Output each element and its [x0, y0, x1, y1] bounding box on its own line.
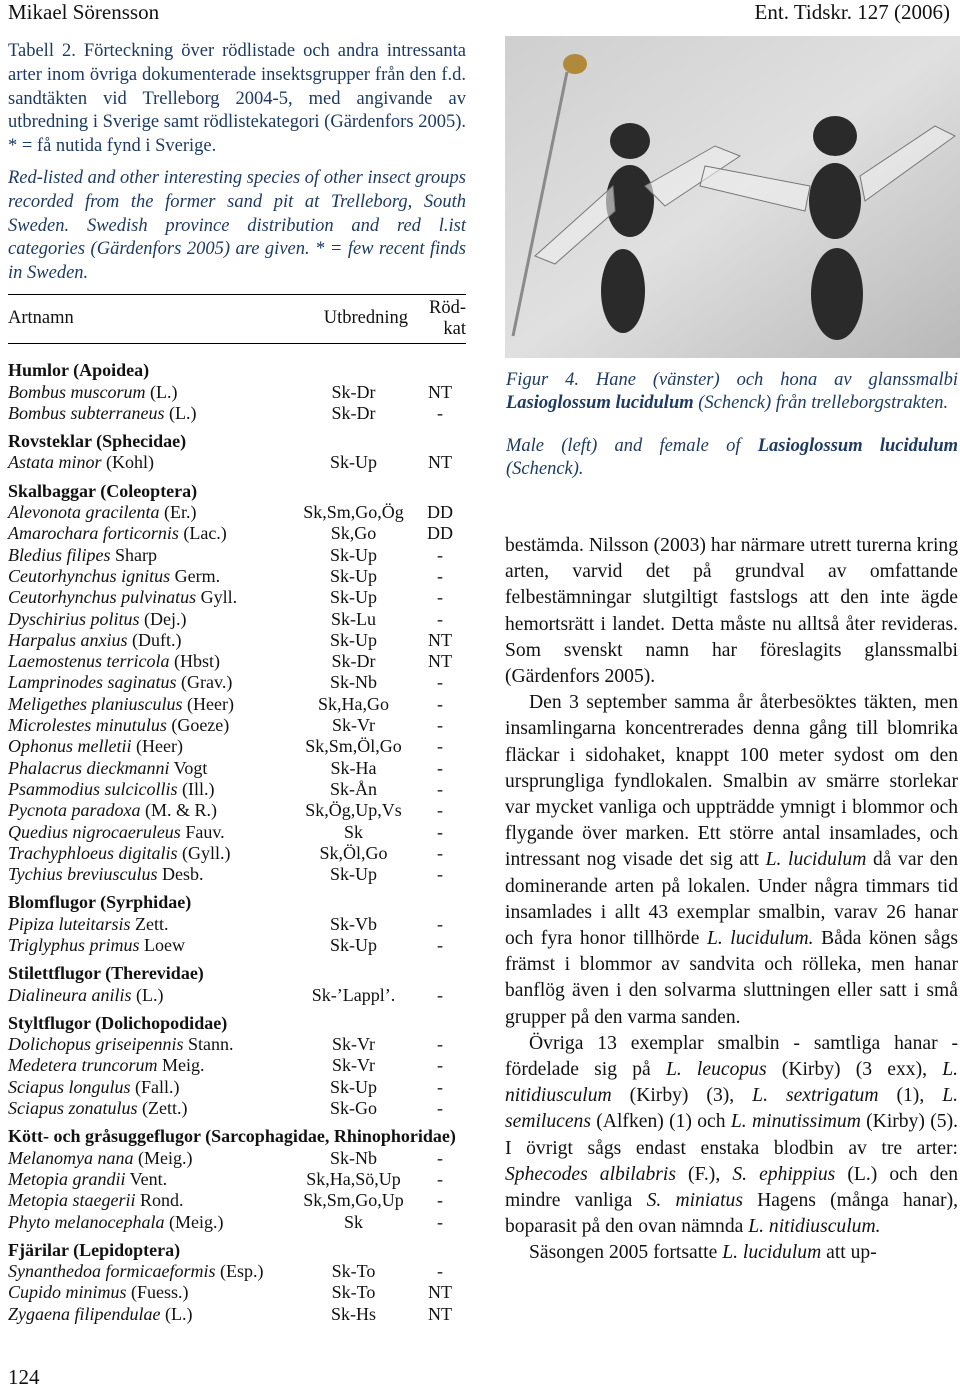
table-row — [8, 1282, 466, 1303]
group-row — [8, 431, 466, 452]
table-row — [8, 651, 466, 672]
species-name-cell — [8, 984, 273, 1005]
distribution-cell: Sk,Öl,Go — [319, 842, 388, 863]
table-row — [8, 1055, 466, 1076]
scientific-name: Lamprinodes saginatus — [8, 672, 177, 693]
distribution-cell: Sk-Nb — [329, 1147, 377, 1168]
scientific-name: Psammodius sulcicollis — [8, 778, 178, 799]
scientific-name: Sciapus zonatulus — [8, 1098, 138, 1119]
author-citation: Fauv. — [180, 821, 225, 842]
distribution-cell: Sk,Go — [330, 523, 377, 544]
table-row — [8, 587, 466, 608]
text-run: att up- — [821, 1242, 877, 1264]
species-name-cell — [8, 1055, 273, 1076]
group-row — [8, 1240, 466, 1261]
bold-run: Lasioglossum lucidulum — [757, 436, 958, 456]
species-name-cell — [8, 715, 273, 736]
scientific-name: Synanthedoa formicaeformis — [8, 1261, 216, 1282]
italic-run: L. nitidiusculum. — [748, 1216, 881, 1238]
redlist-cell: - — [437, 1076, 443, 1097]
italic-run: L. lucidulum. — [706, 928, 814, 950]
scientific-name: Cupido minimus — [8, 1282, 127, 1303]
author-citation: (Grav.) — [176, 672, 233, 693]
group-heading: Skalbaggar (Coleoptera) — [8, 480, 198, 501]
distribution-cell: Sk,Sm,Öl,Go — [305, 736, 402, 757]
scientific-name: Zygaena filipendulae — [8, 1303, 161, 1324]
bold-run: Lasioglossum lucidulum — [506, 393, 694, 413]
group-row — [8, 963, 466, 984]
species-name-cell — [8, 651, 273, 672]
running-header-author: Mikael Sörensson — [8, 0, 160, 24]
spacer-row — [8, 956, 466, 963]
author-citation: (Heer) — [182, 693, 234, 714]
redlist-cell: - — [437, 715, 443, 736]
group-heading: Stilettflugor (Therevidae) — [8, 963, 204, 984]
scientific-name: Bledius filipes — [8, 544, 111, 565]
author-citation: Loew — [139, 934, 186, 955]
redlist-cell: NT — [428, 1282, 452, 1303]
table-caption-swedish: Tabell 2. Förteckning över rödlistade och andra intressanta arter inom övriga dokumenterade insektsgrupper från den f.d. sandtäkten vid Trelleborg 2004-5, med angivande av utbredning i Sverige samt rödlistekategori (Gärdenfors 2005). * = få nutida fynd i Sverige. — [8, 41, 466, 157]
italic-run: L. lucidulum — [722, 1242, 822, 1264]
table-row — [8, 1034, 466, 1055]
redlist-cell: - — [437, 672, 443, 693]
group-heading: Humlor (Apoidea) — [8, 360, 150, 381]
distribution-cell: Sk — [343, 1211, 363, 1232]
redlist-cell: - — [437, 1261, 443, 1282]
group-heading: Rovsteklar (Sphecidae) — [8, 431, 187, 452]
author-citation: (Heer) — [131, 736, 183, 757]
scientific-name: Ophonus melletii — [8, 736, 132, 757]
text-run: (Kirby) (3), — [611, 1085, 753, 1107]
group-heading: Fjärilar (Lepidoptera) — [8, 1239, 181, 1260]
species-name-cell — [8, 693, 273, 714]
text-run: (Alfken) (1) och — [590, 1111, 731, 1133]
italic-run: L. leucopus — [665, 1059, 767, 1081]
distribution-cell: Sk-Up — [329, 934, 377, 955]
distribution-cell: Sk,Ög,Up,Vs — [305, 800, 402, 821]
scientific-name: Microlestes minutulus — [8, 715, 167, 736]
spacer-row — [8, 1119, 466, 1126]
header-redlist: Röd-kat — [414, 294, 466, 343]
table-row — [8, 1169, 466, 1190]
italic-run: L. semilucens — [505, 1085, 959, 1133]
italic-run: Sphecodes albilabris — [505, 1163, 676, 1185]
table-row — [8, 693, 466, 714]
redlist-cell: - — [437, 736, 443, 757]
species-table — [8, 294, 466, 1325]
species-name-cell — [8, 1282, 273, 1303]
text-run: (Schenck). — [506, 459, 584, 479]
table-row — [8, 757, 466, 778]
redlist-cell: - — [437, 693, 443, 714]
distribution-cell: Sk,Sm,Go,Ög — [303, 502, 404, 523]
scientific-name: Laemostenus terricola — [8, 651, 170, 672]
distribution-cell: Sk-Lu — [331, 608, 376, 629]
redlist-cell: - — [437, 1211, 443, 1232]
species-name-cell — [8, 1303, 273, 1324]
body-paragraph — [505, 533, 958, 690]
table-row — [8, 715, 466, 736]
author-citation: (Esp.) — [215, 1261, 264, 1282]
distribution-cell: Sk-Hs — [330, 1303, 376, 1324]
table-row — [8, 672, 466, 693]
scientific-name: Medetera truncorum — [8, 1055, 158, 1076]
table-caption-english: Red-listed and other interesting species of other insect groups recorded from the former sand pit at Trelleborg, South Sweden. Swedish province distribution and red l.ist categories (Gärdenfors 2005) are given. * = few recent finds in Sweden. — [8, 167, 466, 284]
distribution-cell: Sk-To — [331, 1282, 376, 1303]
text-run: (Schenck) från trelleborgstrakten. — [693, 393, 949, 413]
table-row — [8, 800, 466, 821]
redlist-cell: - — [437, 1055, 443, 1076]
scientific-name: Amarochara forticornis — [8, 523, 179, 544]
redlist-cell: - — [437, 544, 443, 565]
redlist-cell: - — [437, 1190, 443, 1211]
scientific-name: Phalacrus dieckmanni — [8, 757, 170, 778]
text-run: bestämda. Nilsson (2003) har närmare utrett turerna kring arten, varvid det på grundval av omfattande felbestämningar slutgiltigt fastslogs att den inte ägde hemortsrätt i landet. Detta måste nu alltså åter revideras. Som svenskt namn har föreslagits glanssmalbi (Gärdenfors 2005). — [505, 535, 958, 688]
species-name-cell — [8, 779, 273, 800]
scientific-name: Ceutorhynchus ignitus — [8, 565, 171, 586]
table-row — [8, 913, 466, 934]
table-row — [8, 403, 466, 424]
text-run: (1), — [878, 1085, 943, 1107]
text-run: Säsongen 2005 fortsatte — [529, 1242, 723, 1264]
scientific-name: Harpalus anxius — [8, 629, 128, 650]
redlist-cell: - — [437, 984, 443, 1005]
distribution-cell: Sk-Up — [329, 587, 377, 608]
body-paragraph — [505, 690, 958, 1031]
distribution-cell: Sk-Vr — [332, 715, 375, 736]
author-citation: Gyll. — [196, 587, 238, 608]
table-row — [8, 779, 466, 800]
scientific-name: Quedius nigrocaeruleus — [8, 821, 181, 842]
header-distribution: Utbredning — [273, 294, 414, 343]
spacer-row — [8, 885, 466, 892]
scientific-name: Bombus subterraneus — [8, 402, 165, 423]
redlist-cell: DD — [427, 502, 453, 523]
distribution-cell: Sk-Vr — [332, 1055, 375, 1076]
author-citation: Vent. — [125, 1168, 168, 1189]
scientific-name: Dialineura anilis — [8, 984, 132, 1005]
scientific-name: Astata minor — [8, 452, 102, 473]
table-row — [8, 736, 466, 757]
redlist-cell: NT — [428, 452, 452, 473]
group-heading: Kött- och gråsuggeflugor (Sarcophagidae, Rhinophoridae) — [8, 1126, 456, 1147]
redlist-cell: - — [437, 1147, 443, 1168]
text-run: Båda könen sågs främst i blommor av sandvita och rölleka, men hanar banflög även i den solvarma sluttningen eller satt i små grupper på den varma sanden. — [505, 928, 958, 1028]
species-name-cell — [8, 1034, 273, 1055]
distribution-cell: Sk-Up — [329, 544, 377, 565]
distribution-cell: Sk,Ha,Go — [318, 693, 389, 714]
species-name-cell — [8, 864, 273, 885]
group-row — [8, 480, 466, 501]
figure-caption-swedish — [506, 369, 958, 415]
table-body — [8, 343, 466, 1324]
scientific-name: Dyschirius politus — [8, 608, 140, 629]
table-row — [8, 1076, 466, 1097]
redlist-cell: NT — [428, 1303, 452, 1324]
author-citation: (L.) — [160, 1303, 193, 1324]
author-citation: (M. & R.) — [140, 800, 217, 821]
species-name-cell — [8, 1211, 273, 1232]
species-name-cell — [8, 630, 273, 651]
species-name-cell — [8, 1261, 273, 1282]
author-citation: Meig. — [157, 1055, 205, 1076]
species-name-cell — [8, 1147, 273, 1168]
text-run: Male (left) and female of — [506, 436, 758, 456]
table-row — [8, 608, 466, 629]
group-heading: Styltflugor (Dolichopodidae) — [8, 1012, 228, 1033]
distribution-cell: Sk,Sm,Go,Up — [303, 1190, 404, 1211]
table-row — [8, 1303, 466, 1324]
redlist-cell: - — [437, 587, 443, 608]
redlist-cell: - — [437, 864, 443, 885]
distribution-cell: Sk-Dr — [331, 381, 376, 402]
figure-caption-english — [506, 435, 958, 481]
redlist-cell: NT — [428, 629, 452, 650]
species-name-cell — [8, 502, 273, 523]
redlist-cell: - — [437, 1168, 443, 1189]
species-name-cell — [8, 1098, 273, 1119]
scientific-name: Tychius breviusculus — [8, 864, 158, 885]
author-citation: (Hbst) — [169, 651, 220, 672]
table-row — [8, 502, 466, 523]
spacer-row — [8, 1233, 466, 1240]
table-row — [8, 630, 466, 651]
italic-run: S. miniatus — [646, 1190, 743, 1212]
group-heading: Blomflugor (Syrphidae) — [8, 892, 192, 913]
author-citation: (Dej.) — [139, 608, 187, 629]
distribution-cell: Sk-Dr — [331, 651, 376, 672]
body-paragraph — [505, 1031, 958, 1241]
italic-run: L. sextrigatum — [752, 1085, 879, 1107]
distribution-cell: Sk — [343, 821, 363, 842]
author-citation: Rond. — [135, 1190, 184, 1211]
table-header-row — [8, 294, 466, 343]
species-name-cell — [8, 452, 273, 473]
figure-caption-block — [506, 369, 958, 481]
text-run: Hagens (många hanar), boparasit på den ovan nämnda — [505, 1190, 958, 1238]
redlist-cell: - — [437, 842, 443, 863]
header-species: Artnamn — [8, 294, 273, 343]
text-run: (L.) och den mindre vanliga — [505, 1163, 958, 1212]
italic-run: L. minutissimum — [730, 1111, 861, 1133]
species-name-cell — [8, 800, 273, 821]
author-citation: Sharp — [110, 544, 157, 565]
italic-run: S. ephippius — [732, 1163, 836, 1185]
group-row — [8, 1126, 466, 1147]
author-citation: (Gyll.) — [177, 842, 231, 863]
author-citation: (Zett.) — [137, 1098, 188, 1119]
text-run: då var den dominerande arten på lokalen. Under några timmars tid insamlades i allt 43 exemplar smalbin, varav 26 hanar och fyra honor tillhörde — [505, 849, 959, 950]
distribution-cell: Sk-Go — [329, 1098, 377, 1119]
pin-head — [563, 54, 587, 74]
redlist-cell: - — [437, 565, 443, 586]
species-name-cell — [8, 843, 273, 864]
redlist-cell: DD — [427, 523, 453, 544]
redlist-cell: - — [437, 1034, 443, 1055]
author-citation: (L.) — [131, 984, 164, 1005]
table-row — [8, 452, 466, 473]
species-name-cell — [8, 736, 273, 757]
table-row — [8, 1190, 466, 1211]
group-row — [8, 892, 466, 913]
species-name-cell — [8, 935, 273, 956]
distribution-cell: Sk-Ån — [329, 778, 377, 799]
species-name-cell — [8, 672, 273, 693]
left-column — [8, 40, 466, 1325]
text-run: Den 3 september samma år återbesöktes täkten, men insamlingarna koncentrerades denna gång till blomrika fläckar i sidohaket, knappt 100 meter sydost om den ursprungliga fyndlokalen. Smalbin av smärre storlekar var mycket vanliga och uppträdde ymnigt i blommor och flygande över marken. Ett större antal insamlades, och intressant nog visade det sig att — [505, 692, 958, 871]
scientific-name: Alevonota gracilenta — [8, 502, 160, 523]
author-citation: (Goeze) — [166, 715, 230, 736]
group-row — [8, 343, 466, 381]
table-row — [8, 1261, 466, 1282]
table-row — [8, 821, 466, 842]
scientific-name: Phyto melanocephala — [8, 1211, 165, 1232]
table-row — [8, 864, 466, 885]
species-name-cell — [8, 544, 273, 565]
redlist-cell: - — [437, 757, 443, 778]
author-citation: (Duft.) — [127, 629, 182, 650]
scientific-name: Triglyphus primus — [8, 934, 140, 955]
spacer-row — [8, 424, 466, 431]
italic-run: L. nitidiusculum — [505, 1059, 958, 1107]
author-citation: (Er.) — [159, 502, 197, 523]
redlist-cell: NT — [428, 381, 452, 402]
species-name-cell — [8, 913, 273, 934]
page-number: 124 — [8, 1365, 40, 1389]
redlist-cell: - — [437, 778, 443, 799]
author-citation: (Fuess.) — [126, 1282, 189, 1303]
author-citation: (Lac.) — [178, 523, 227, 544]
redlist-cell: - — [437, 608, 443, 629]
species-name-cell — [8, 587, 273, 608]
author-citation: Zett. — [130, 913, 169, 934]
species-name-cell — [8, 1190, 273, 1211]
distribution-cell: Sk-’Lappl’. — [311, 984, 396, 1005]
species-name-cell — [8, 821, 273, 842]
distribution-cell: Sk-Up — [329, 1076, 377, 1097]
author-citation: Vogt — [169, 757, 208, 778]
redlist-cell: NT — [428, 651, 452, 672]
bee-photograph — [505, 36, 960, 358]
group-row — [8, 1013, 466, 1034]
scientific-name: Pycnota paradoxa — [8, 800, 141, 821]
species-name-cell — [8, 757, 273, 778]
redlist-cell: - — [437, 402, 443, 423]
distribution-cell: Sk-Vr — [332, 1034, 375, 1055]
distribution-cell: Sk,Ha,Sö,Up — [306, 1168, 401, 1189]
running-header-journal: Ent. Tidskr. 127 (2006) — [754, 0, 950, 24]
author-citation: Germ. — [170, 565, 221, 586]
distribution-cell: Sk-Ha — [330, 757, 377, 778]
species-name-cell — [8, 608, 273, 629]
table-row — [8, 544, 466, 565]
text-run: (Kirby) (3 exx), — [766, 1059, 943, 1081]
author-citation: (Kohl) — [101, 452, 155, 473]
author-citation: Stann. — [183, 1034, 234, 1055]
text-run: Figur 4. Hane (vänster) och hona av glanssmalbi — [506, 370, 958, 390]
spacer-row — [8, 473, 466, 480]
species-name-cell — [8, 403, 273, 424]
author-citation: (Meig.) — [133, 1147, 193, 1168]
scientific-name: Metopia staegerii — [8, 1190, 136, 1211]
distribution-cell: Sk-Nb — [329, 672, 377, 693]
text-run: Övriga 13 exemplar smalbin - samtliga hanar - fördelade sig på — [505, 1032, 958, 1081]
scientific-name: Meligethes planiusculus — [8, 693, 183, 714]
author-citation: (Fall.) — [130, 1076, 180, 1097]
distribution-cell: Sk-Dr — [331, 402, 376, 423]
author-citation: Desb. — [157, 864, 204, 885]
author-citation: (Meig.) — [164, 1211, 224, 1232]
table-row — [8, 1147, 466, 1168]
species-name-cell — [8, 566, 273, 587]
table-row — [8, 523, 466, 544]
distribution-cell: Sk-Up — [329, 565, 377, 586]
species-name-cell — [8, 1076, 273, 1097]
author-citation: (L.) — [164, 402, 197, 423]
scientific-name: Metopia grandii — [8, 1168, 126, 1189]
spacer-row — [8, 1006, 466, 1013]
scientific-name: Melanomya nana — [8, 1147, 134, 1168]
text-run: (F.), — [675, 1163, 733, 1185]
body-text — [505, 533, 958, 1267]
distribution-cell: Sk-Up — [329, 452, 377, 473]
table-row — [8, 843, 466, 864]
scientific-name: Dolichopus griseipennis — [8, 1034, 184, 1055]
italic-run: L. lucidulum — [765, 849, 867, 871]
species-name-cell — [8, 381, 273, 402]
scientific-name: Trachyphloeus digitalis — [8, 842, 178, 863]
redlist-cell: - — [437, 913, 443, 934]
table-row — [8, 1098, 466, 1119]
redlist-cell: - — [437, 934, 443, 955]
table-row — [8, 984, 466, 1005]
scientific-name: Pipiza luteitarsis — [8, 913, 131, 934]
table-row — [8, 381, 466, 402]
scientific-name: Bombus muscorum — [8, 381, 146, 402]
distribution-cell: Sk-Up — [329, 864, 377, 885]
text-run: (Kirby) (5). I övrigt sågs endast enstaka blodbin av tre arter: — [505, 1111, 958, 1159]
author-citation: (L.) — [145, 381, 178, 402]
distribution-cell: Sk-Vb — [329, 913, 377, 934]
table-row — [8, 1211, 466, 1232]
distribution-cell: Sk-Up — [329, 629, 377, 650]
scientific-name: Ceutorhynchus pulvinatus — [8, 587, 197, 608]
author-citation: (Ill.) — [177, 778, 215, 799]
redlist-cell: - — [437, 800, 443, 821]
distribution-cell: Sk-To — [331, 1261, 376, 1282]
species-name-cell — [8, 523, 273, 544]
table-row — [8, 935, 466, 956]
redlist-cell: - — [437, 821, 443, 842]
redlist-cell: - — [437, 1098, 443, 1119]
species-name-cell — [8, 1169, 273, 1190]
scientific-name: Sciapus longulus — [8, 1076, 131, 1097]
table-row — [8, 566, 466, 587]
body-paragraph — [505, 1240, 958, 1266]
